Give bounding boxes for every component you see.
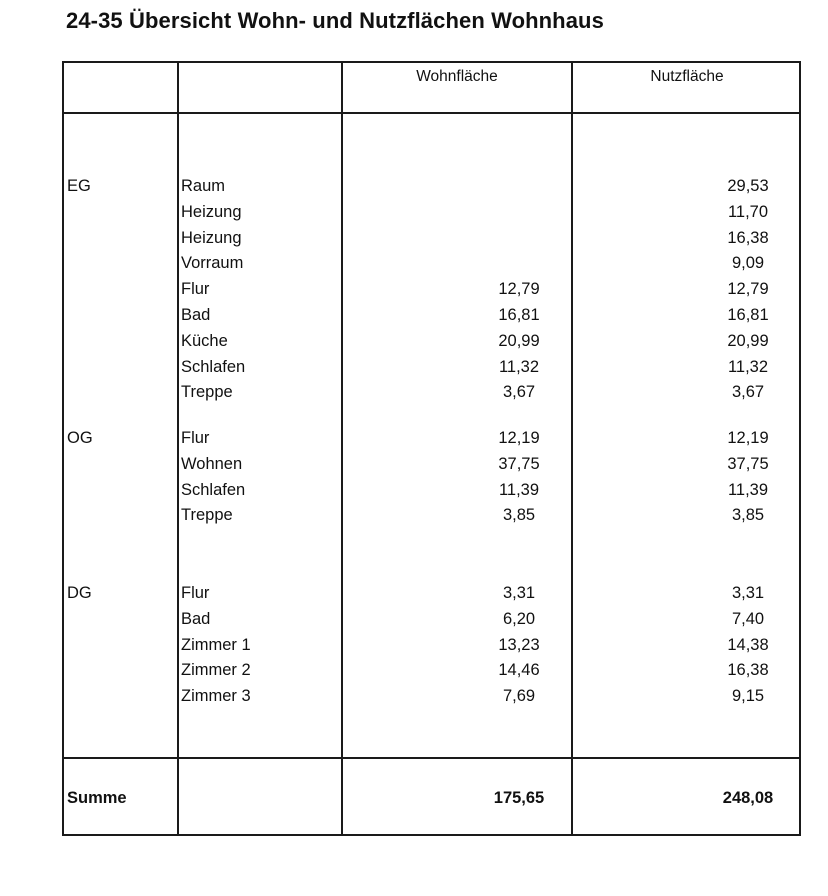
area-table	[62, 61, 801, 836]
nutzflaeche-value: 12,79	[727, 280, 769, 299]
floor-label: EG	[67, 177, 91, 195]
room-name: Schlafen	[181, 480, 246, 499]
summary-divider	[64, 757, 799, 759]
wohnflaeche-value: 16,81	[498, 306, 540, 324]
wohnflaeche-value: 37,75	[498, 454, 540, 473]
room-name: Treppe	[181, 383, 233, 402]
room-name: Treppe	[181, 506, 233, 525]
wohnflaeche-value: 20,99	[498, 331, 540, 350]
wohnflaeche-value: 6,20	[502, 609, 536, 628]
nutzflaeche-value: 14,38	[727, 635, 769, 654]
nutzflaeche-value: 3,85	[731, 506, 765, 525]
room-name: Zimmer 1	[181, 635, 251, 654]
nutzflaeche-value: 3,67	[731, 383, 765, 402]
wohnflaeche-value: 3,85	[502, 506, 536, 525]
floor-label: OG	[67, 429, 93, 447]
header-nutzflaeche: Nutzfläche	[650, 68, 724, 85]
nutzflaeche-value: 9,15	[731, 687, 765, 706]
room-name: Heizung	[181, 228, 242, 247]
wohnflaeche-value: 3,67	[502, 383, 536, 402]
nutzflaeche-value: 29,53	[727, 177, 769, 195]
room-name: Küche	[181, 331, 228, 350]
room-name: Flur	[181, 429, 210, 447]
header-divider	[64, 112, 799, 114]
nutzflaeche-value: 9,09	[731, 254, 765, 273]
nutzflaeche-value: 20,99	[727, 331, 769, 350]
wohnflaeche-value: 11,32	[498, 357, 540, 376]
nutzflaeche-value: 11,70	[727, 202, 769, 221]
nutzflaeche-value: 12,19	[727, 429, 769, 447]
header-wohnflaeche: Wohnfläche	[416, 68, 498, 85]
room-name: Zimmer 3	[181, 687, 251, 706]
wohnflaeche-value: 12,79	[498, 280, 540, 299]
summary-wohnflaeche: 175,65	[493, 789, 545, 807]
nutzflaeche-value: 11,32	[727, 357, 769, 376]
room-name: Zimmer 2	[181, 661, 251, 680]
room-name: Wohnen	[181, 454, 243, 473]
nutzflaeche-value: 16,38	[727, 228, 769, 247]
room-name: Bad	[181, 306, 211, 324]
floor-label: DG	[67, 584, 92, 602]
wohnflaeche-value: 3,31	[502, 584, 536, 602]
room-name: Flur	[181, 280, 210, 299]
wohnflaeche-value: 14,46	[498, 661, 540, 680]
nutzflaeche-value: 37,75	[727, 454, 769, 473]
summary-label: Summe	[67, 789, 127, 807]
nutzflaeche-value: 7,40	[731, 609, 765, 628]
room-name: Schlafen	[181, 357, 246, 376]
page-title: 24-35 Übersicht Wohn- und Nutzflächen Wohnhaus	[66, 8, 604, 33]
room-name: Flur	[181, 584, 210, 602]
summary-nutzflaeche: 248,08	[722, 789, 774, 807]
room-name: Bad	[181, 609, 211, 628]
column-divider	[177, 63, 179, 834]
column-divider	[571, 63, 573, 834]
room-name: Raum	[181, 177, 226, 195]
wohnflaeche-value: 12,19	[498, 429, 540, 447]
wohnflaeche-value: 7,69	[502, 687, 536, 706]
wohnflaeche-value: 13,23	[498, 635, 540, 654]
nutzflaeche-value: 3,31	[731, 584, 765, 602]
nutzflaeche-value: 16,81	[727, 306, 769, 324]
wohnflaeche-value: 11,39	[498, 480, 540, 499]
nutzflaeche-value: 11,39	[727, 480, 769, 499]
room-name: Heizung	[181, 202, 242, 221]
column-divider	[341, 63, 343, 834]
nutzflaeche-value: 16,38	[727, 661, 769, 680]
room-name: Vorraum	[181, 254, 244, 273]
